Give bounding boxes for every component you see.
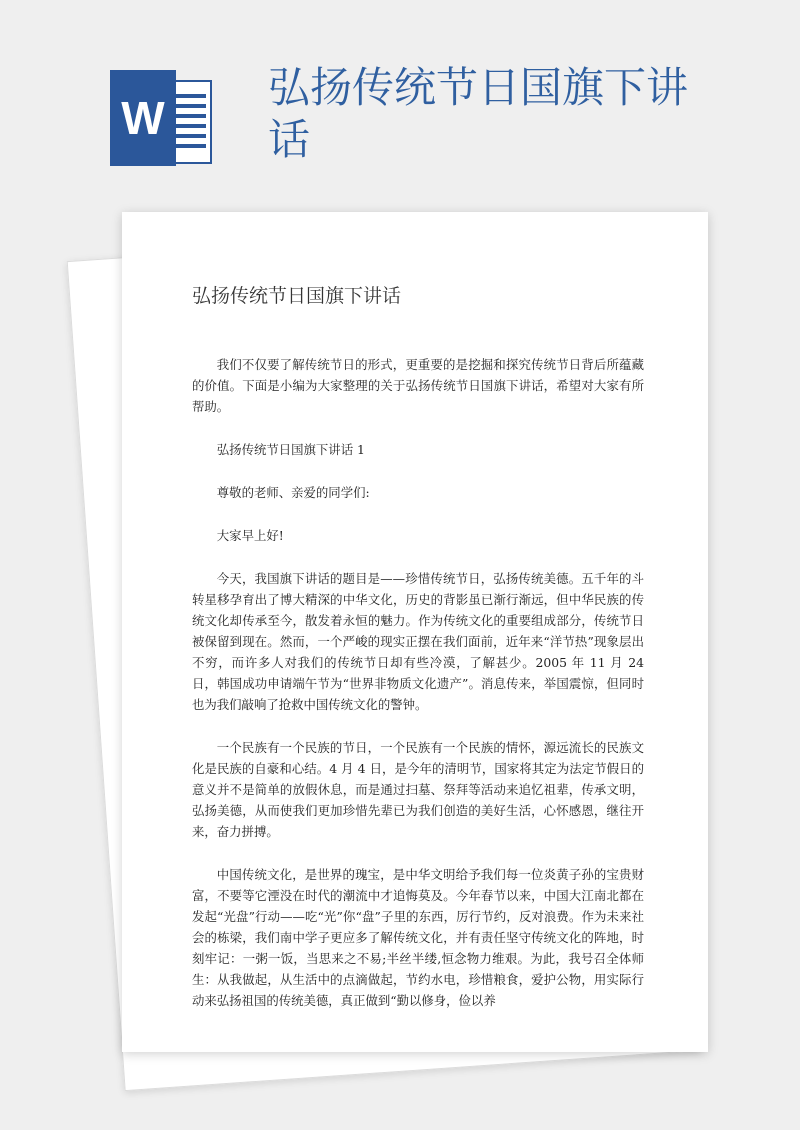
body-paragraph: 一个民族有一个民族的节日，一个民族有一个民族的情怀，源远流长的民族文化是民族的自豪和心结。4 月 4 日，是今年的清明节，国家将其定为法定节假日的意义并不是简单的放假休息，而是通过扫墓、祭拜等活动来追忆祖辈，传承文明，弘扬美德，从而使我们更加珍惜先辈已为我们创造的美好生活，心怀感恩，继往开来，奋力拼搏。 (192, 740, 644, 839)
greeting-line: 尊敬的老师、亲爱的同学们: (216, 485, 370, 500)
document-title: 弘扬传统节日国旗下讲话 (268, 63, 689, 164)
word-document-icon (110, 70, 214, 166)
body-paragraph: 中国传统文化，是世界的瑰宝，是中华文明给予我们每一位炎黄子孙的宝贵财富，不要等它湮没在时代的潮流中才追悔莫及。今年春节以来，中国大江南北都在发起“光盘”行动——吃“光”你“盘”子里的东西，厉行节约，反对浪费。作为未来社会的栋梁，我们南中学子更应多了解传统文化，并有责任坚守传统文化的阵地，时刻牢记：一粥一饭，当思来之不易;半丝半缕,恒念物力维艰。为此，我号召全体师生：从我做起，从生活中的点滴做起，节约水电，珍惜粮食，爱护公物，用实际行动来弘扬祖国的传统美德，真正做到“勤以修身，俭以养 (192, 867, 644, 1008)
page-content (192, 282, 644, 1033)
section-title: 弘扬传统节日国旗下讲话 1 (216, 442, 365, 457)
morning-line: 大家早上好! (216, 528, 284, 543)
word-logo: W (110, 70, 176, 166)
body-paragraph: 今天，我国旗下讲话的题目是——珍惜传统节日，弘扬传统美德。五千年的斗转星移孕育出了博大精深的中华文化，历史的背影虽已渐行渐远，但中华民族的传统文化却传承至今，散发着永恒的魅力。作为传统文化的重要组成部分，传统节日被保留到现在。然而，一个严峻的现实正摆在我们面前，近年来“洋节热”现象层出不穷，而许多人对我们的传统节日却有些冷漠，了解甚少。2005 年 11 月 24 日，韩国成功申请端午节为“世界非物质文化遗产”。消息传来，举国震惊，但同时也为我们敲响了抢救中国传统文化的警钟。 (192, 571, 644, 712)
document-page (122, 212, 708, 1052)
intro-paragraph: 我们不仅要了解传统节日的形式，更重要的是挖掘和探究传统节日背后所蕴藏的价值。下面是小编为大家整理的关于弘扬传统节日国旗下讲话，希望对大家有所帮助。 (192, 357, 644, 414)
page-heading: 弘扬传统节日国旗下讲话 (192, 285, 402, 307)
